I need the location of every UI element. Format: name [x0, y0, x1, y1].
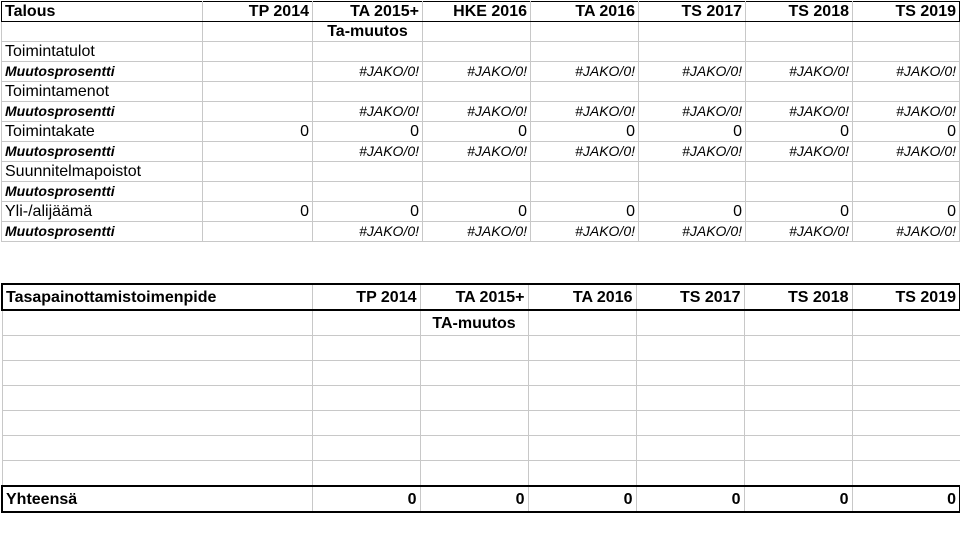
value-cell[interactable]: #JAKO/0! [531, 222, 639, 242]
cell[interactable] [528, 361, 636, 386]
row-label[interactable]: Muutosprosentti [2, 142, 203, 162]
row-label[interactable]: Muutosprosentti [2, 182, 203, 202]
table-row [2, 82, 960, 102]
cell[interactable] [420, 386, 528, 411]
value-cell[interactable] [203, 42, 313, 62]
cell[interactable] [420, 461, 528, 487]
cell[interactable] [852, 310, 960, 336]
sub-header-cell[interactable]: TA-muutos [420, 310, 528, 336]
sub-header-row [2, 310, 960, 336]
total-cell[interactable]: 0 [744, 486, 852, 512]
cell[interactable] [2, 436, 312, 461]
cell[interactable] [423, 22, 531, 42]
cell[interactable] [853, 22, 960, 42]
value-cell[interactable]: 0 [531, 202, 639, 222]
value-cell[interactable] [203, 102, 313, 122]
value-cell[interactable]: 0 [853, 122, 960, 142]
value-cell[interactable]: 0 [639, 122, 746, 142]
cell[interactable] [852, 436, 960, 461]
value-cell[interactable] [423, 182, 531, 202]
cell[interactable] [312, 361, 420, 386]
value-cell[interactable]: 0 [313, 202, 423, 222]
cell[interactable] [2, 361, 312, 386]
value-cell[interactable]: #JAKO/0! [531, 62, 639, 82]
cell[interactable] [2, 411, 312, 436]
value-cell[interactable]: #JAKO/0! [531, 102, 639, 122]
value-cell[interactable]: 0 [746, 122, 853, 142]
cell[interactable] [744, 361, 852, 386]
total-label[interactable]: Yhteensä [2, 486, 312, 512]
cell[interactable] [744, 310, 852, 336]
row-label[interactable]: Suunnitelmapoistot [2, 162, 203, 182]
row-label[interactable]: Muutosprosentti [2, 62, 203, 82]
cell[interactable] [312, 411, 420, 436]
table-row [2, 162, 960, 182]
header-cell[interactable]: TP 2014 [312, 284, 420, 310]
value-cell[interactable] [203, 142, 313, 162]
cell[interactable] [531, 22, 639, 42]
value-cell[interactable]: 0 [531, 122, 639, 142]
cell[interactable] [852, 336, 960, 361]
cell[interactable] [312, 461, 420, 487]
cell[interactable] [528, 411, 636, 436]
cell[interactable] [744, 461, 852, 487]
value-cell[interactable]: #JAKO/0! [423, 102, 531, 122]
cell[interactable] [312, 436, 420, 461]
cell[interactable] [528, 386, 636, 411]
value-cell[interactable] [423, 42, 531, 62]
cell[interactable] [744, 386, 852, 411]
table-row [2, 386, 960, 411]
table-header-row [2, 284, 960, 310]
cell[interactable] [2, 461, 312, 487]
header-cell[interactable]: TA 2016 [531, 2, 639, 22]
table-body [2, 42, 960, 242]
value-cell[interactable] [313, 82, 423, 102]
value-cell[interactable]: #JAKO/0! [746, 142, 853, 162]
cell[interactable] [636, 436, 744, 461]
value-cell[interactable]: #JAKO/0! [746, 222, 853, 242]
cell[interactable] [639, 22, 746, 42]
table-row [2, 222, 960, 242]
value-cell[interactable] [203, 62, 313, 82]
value-cell[interactable]: 0 [746, 202, 853, 222]
header-cell[interactable]: TA 2015+ [420, 284, 528, 310]
cell[interactable] [528, 436, 636, 461]
value-cell[interactable]: 0 [639, 202, 746, 222]
value-cell[interactable] [746, 82, 853, 102]
value-cell[interactable]: #JAKO/0! [423, 222, 531, 242]
cell[interactable] [852, 361, 960, 386]
value-cell[interactable]: #JAKO/0! [853, 222, 960, 242]
cell[interactable] [528, 461, 636, 487]
cell[interactable] [203, 22, 313, 42]
row-label[interactable]: Toimintatulot [2, 42, 203, 62]
table-row [2, 361, 960, 386]
cell[interactable] [420, 411, 528, 436]
header-cell[interactable]: TP 2014 [203, 2, 313, 22]
cell[interactable] [2, 386, 312, 411]
cell[interactable] [312, 386, 420, 411]
value-cell[interactable] [203, 162, 313, 182]
total-cell[interactable]: 0 [528, 486, 636, 512]
table-row [2, 42, 960, 62]
value-cell[interactable] [203, 82, 313, 102]
total-cell[interactable]: 0 [636, 486, 744, 512]
value-cell[interactable] [313, 182, 423, 202]
value-cell[interactable] [423, 162, 531, 182]
value-cell[interactable] [639, 42, 746, 62]
header-cell[interactable]: TA 2016 [528, 284, 636, 310]
value-cell[interactable] [639, 82, 746, 102]
table-row [2, 62, 960, 82]
cell[interactable] [636, 336, 744, 361]
value-cell[interactable] [746, 162, 853, 182]
value-cell[interactable] [639, 182, 746, 202]
cell[interactable] [420, 436, 528, 461]
header-cell[interactable]: TS 2018 [746, 2, 853, 22]
value-cell[interactable]: #JAKO/0! [313, 222, 423, 242]
value-cell[interactable] [203, 222, 313, 242]
value-cell[interactable] [746, 42, 853, 62]
header-cell[interactable]: TS 2017 [639, 2, 746, 22]
row-label[interactable]: Toimintakate [2, 122, 203, 142]
value-cell[interactable]: 0 [313, 122, 423, 142]
value-cell[interactable]: 0 [853, 202, 960, 222]
cell[interactable] [852, 386, 960, 411]
value-cell[interactable]: 0 [423, 122, 531, 142]
total-cell[interactable]: 0 [312, 486, 420, 512]
cell[interactable] [420, 361, 528, 386]
table-row [2, 336, 960, 361]
table-row [2, 202, 960, 222]
cell[interactable] [636, 310, 744, 336]
value-cell[interactable]: #JAKO/0! [853, 142, 960, 162]
cell[interactable] [2, 336, 312, 361]
sub-header-cell[interactable]: Ta-muutos [313, 22, 423, 42]
table-body [2, 336, 960, 487]
cell[interactable] [744, 411, 852, 436]
value-cell[interactable]: #JAKO/0! [746, 62, 853, 82]
value-cell[interactable]: #JAKO/0! [853, 62, 960, 82]
table-row [2, 122, 960, 142]
value-cell[interactable] [531, 182, 639, 202]
value-cell[interactable] [203, 182, 313, 202]
tasapainottamistoimenpide-table [1, 283, 960, 513]
total-cell[interactable]: 0 [420, 486, 528, 512]
sub-header-row [2, 22, 960, 42]
value-cell[interactable] [853, 162, 960, 182]
row-label[interactable]: Toimintamenot [2, 82, 203, 102]
value-cell[interactable]: #JAKO/0! [639, 62, 746, 82]
value-cell[interactable] [531, 82, 639, 102]
cell[interactable] [852, 461, 960, 487]
cell[interactable] [636, 386, 744, 411]
table-row [2, 411, 960, 436]
value-cell[interactable] [531, 42, 639, 62]
value-cell[interactable]: #JAKO/0! [423, 142, 531, 162]
cell[interactable] [636, 461, 744, 487]
value-cell[interactable]: #JAKO/0! [531, 142, 639, 162]
cell[interactable] [2, 22, 203, 42]
value-cell[interactable]: #JAKO/0! [639, 222, 746, 242]
table-row [2, 182, 960, 202]
cell[interactable] [420, 336, 528, 361]
value-cell[interactable] [853, 42, 960, 62]
value-cell[interactable]: #JAKO/0! [313, 142, 423, 162]
value-cell[interactable] [639, 162, 746, 182]
value-cell[interactable]: 0 [203, 202, 313, 222]
cell[interactable] [528, 310, 636, 336]
cell[interactable] [744, 336, 852, 361]
cell[interactable] [312, 336, 420, 361]
value-cell[interactable]: #JAKO/0! [313, 62, 423, 82]
header-cell[interactable]: TS 2017 [636, 284, 744, 310]
cell[interactable] [2, 310, 312, 336]
header-cell[interactable]: Talous [2, 2, 203, 22]
cell[interactable] [636, 361, 744, 386]
table-row [2, 461, 960, 487]
row-label[interactable]: Muutosprosentti [2, 102, 203, 122]
cell[interactable] [528, 336, 636, 361]
cell[interactable] [744, 436, 852, 461]
table-row [2, 102, 960, 122]
value-cell[interactable]: #JAKO/0! [423, 62, 531, 82]
value-cell[interactable]: #JAKO/0! [853, 102, 960, 122]
cell[interactable] [852, 411, 960, 436]
value-cell[interactable] [853, 82, 960, 102]
value-cell[interactable]: #JAKO/0! [639, 102, 746, 122]
header-cell[interactable]: TS 2018 [744, 284, 852, 310]
value-cell[interactable] [746, 182, 853, 202]
value-cell[interactable]: #JAKO/0! [746, 102, 853, 122]
table-header-row [2, 2, 960, 22]
table-row [2, 142, 960, 162]
header-cell[interactable]: HKE 2016 [423, 2, 531, 22]
value-cell[interactable] [531, 162, 639, 182]
value-cell[interactable] [853, 182, 960, 202]
header-cell[interactable]: Tasapainottamistoimenpide [2, 284, 312, 310]
header-cell[interactable]: TS 2019 [853, 2, 960, 22]
total-row [2, 486, 960, 512]
row-label[interactable]: Muutosprosentti [2, 222, 203, 242]
value-cell[interactable] [313, 42, 423, 62]
value-cell[interactable]: #JAKO/0! [639, 142, 746, 162]
value-cell[interactable] [423, 82, 531, 102]
cell[interactable] [312, 310, 420, 336]
value-cell[interactable]: 0 [423, 202, 531, 222]
cell[interactable] [746, 22, 853, 42]
cell[interactable] [636, 411, 744, 436]
value-cell[interactable] [313, 162, 423, 182]
header-cell[interactable]: TA 2015+ [313, 2, 423, 22]
total-cell[interactable]: 0 [852, 486, 960, 512]
header-cell[interactable]: TS 2019 [852, 284, 960, 310]
row-label[interactable]: Yli-/alijäämä [2, 202, 203, 222]
value-cell[interactable]: #JAKO/0! [313, 102, 423, 122]
value-cell[interactable]: 0 [203, 122, 313, 142]
table-row [2, 436, 960, 461]
talous-table [1, 1, 960, 242]
